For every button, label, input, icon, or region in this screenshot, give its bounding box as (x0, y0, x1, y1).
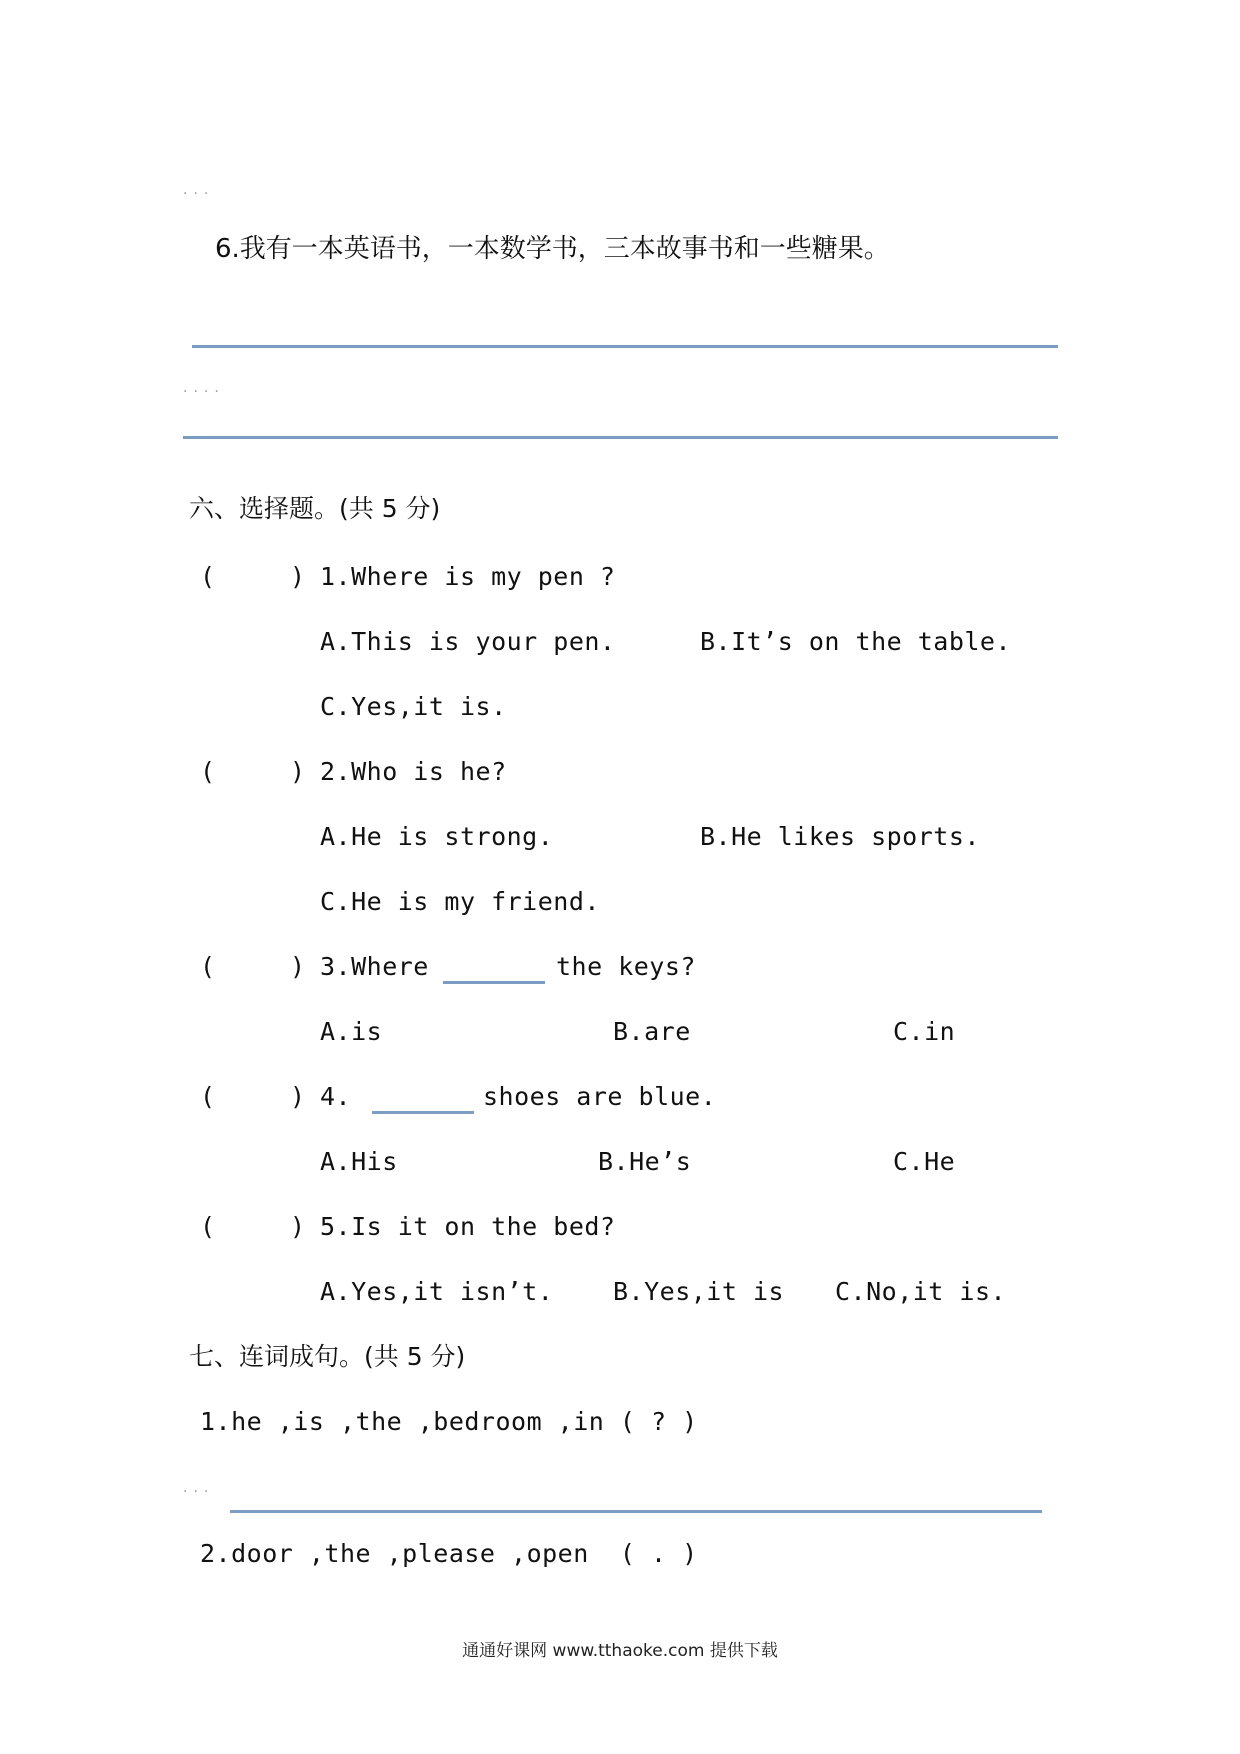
option-b: B.are (613, 1017, 691, 1046)
answer-line[interactable] (192, 345, 1058, 348)
option-b: B.He’s (598, 1147, 692, 1176)
question-stem-end: the keys? (556, 952, 696, 981)
option-b: B.It’s on the table. (700, 627, 1012, 656)
question-stem: 5.Is it on the bed? (320, 1212, 616, 1241)
reorder-item: 2.door ,the ,please ,open ( . ) (200, 1539, 698, 1568)
option-c: C.He is my friend. (320, 887, 600, 916)
option-a: A.He is strong. (320, 822, 554, 851)
answer-paren-close: ) (290, 1082, 306, 1111)
question-stem: 2.Who is he? (320, 757, 507, 786)
dot-leader: .... (183, 380, 225, 396)
question-stem-end: shoes are blue. (483, 1082, 717, 1111)
fill-blank[interactable] (372, 1111, 474, 1114)
section-7-title: 七、连词成句。(共 5 分) (189, 1342, 466, 1371)
fill-blank[interactable] (443, 981, 545, 984)
option-a: A.This is your pen. (320, 627, 616, 656)
question-stem: 3.Where (320, 952, 429, 981)
section-6-title: 六、选择题。(共 5 分) (189, 494, 441, 523)
answer-paren-close: ) (290, 1212, 306, 1241)
option-c: C.No,it is. (835, 1277, 1007, 1306)
option-c: C.Yes,it is. (320, 692, 507, 721)
option-a: A.is (320, 1017, 383, 1046)
answer-paren-close: ) (290, 757, 306, 786)
dot-leader: ... (183, 1480, 215, 1496)
option-b: B.Yes,it is (613, 1277, 785, 1306)
dot-leader: ... (183, 182, 215, 198)
answer-line[interactable] (183, 436, 1058, 439)
reorder-item: 1.he ,is ,the ,bedroom ,in ( ? ) (200, 1407, 698, 1436)
option-c: C.He (893, 1147, 956, 1176)
answer-paren-open: ( (200, 1212, 216, 1241)
option-a: A.Yes,it isn’t. (320, 1277, 554, 1306)
question-stem: 4. (320, 1082, 352, 1111)
answer-line[interactable] (230, 1510, 1042, 1513)
answer-paren-open: ( (200, 952, 216, 981)
answer-paren-open: ( (200, 757, 216, 786)
answer-paren-close: ) (290, 952, 306, 981)
option-c: C.in (893, 1017, 956, 1046)
question-stem: 1.Where is my pen ? (320, 562, 616, 591)
answer-paren-open: ( (200, 562, 216, 591)
answer-paren-close: ) (290, 562, 306, 591)
answer-paren-open: ( (200, 1082, 216, 1111)
option-a: A.His (320, 1147, 398, 1176)
option-b: B.He likes sports. (700, 822, 980, 851)
sentence-6: 6.我有一本英语书，一本数学书，三本故事书和一些糖果。 (215, 234, 890, 264)
footer-credit: 通通好课网 www.tthaoke.com 提供下载 (462, 1641, 778, 1661)
